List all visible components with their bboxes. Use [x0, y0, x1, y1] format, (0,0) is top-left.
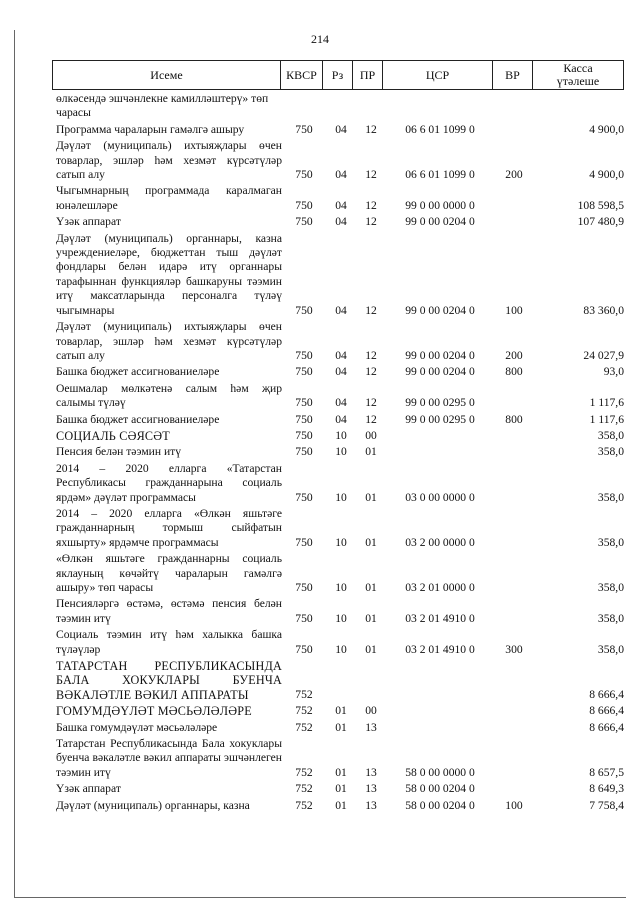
row-vr: 100: [505, 798, 523, 812]
row-vr: 100: [505, 303, 523, 317]
table-row: [56, 184, 624, 213]
row-pr: 12: [365, 215, 377, 229]
row-sum: 358,0: [597, 428, 624, 442]
row-csr: 03 2 01 0000 0: [405, 581, 475, 594]
row-pr: 12: [365, 412, 377, 426]
row-name: Үзәк аппарат: [56, 215, 121, 229]
row-csr: 58 0 00 0000 0: [405, 765, 475, 779]
table-row: [56, 320, 624, 363]
table-body: [56, 92, 624, 813]
row-csr: 03 2 01 4910 0: [405, 611, 475, 625]
row-csr: 99 0 00 0295 0: [405, 412, 475, 426]
row-sum: 24 027,9: [583, 348, 624, 362]
row-kvsr: 750: [295, 365, 313, 379]
row-pr: 01: [365, 445, 377, 459]
row-sum: 7 758,4: [589, 798, 624, 812]
row-rz: 01: [335, 704, 347, 718]
row-sum: 358,0: [597, 611, 624, 625]
row-name: Программа чараларын гамәлгә ашыру: [56, 122, 245, 136]
header-sum-line1: Касса: [563, 61, 593, 75]
row-pr: 12: [365, 168, 377, 182]
row-csr: 99 0 00 0000 0: [405, 198, 475, 212]
row-rz: 10: [335, 581, 347, 594]
row-rz: 01: [335, 782, 347, 796]
row-pr: 13: [365, 782, 377, 796]
table-row: [56, 429, 624, 443]
header-kvsr: КВСР: [281, 61, 323, 89]
row-pr: 01: [365, 535, 377, 549]
row-rz: 10: [335, 611, 347, 625]
row-rz: 04: [335, 412, 347, 426]
row-pr: 00: [365, 428, 377, 442]
header-rz: Рз: [323, 61, 353, 89]
row-rz: 10: [335, 428, 347, 442]
header-csr: ЦСР: [383, 61, 493, 89]
row-kvsr: 750: [295, 122, 313, 136]
table-row: [56, 782, 624, 796]
row-sum: 8 666,4: [589, 720, 624, 734]
row-name: Башка гомумдәүләт мәсьәләләре: [56, 720, 218, 734]
row-sum: 8 649,3: [589, 782, 624, 796]
row-csr: 99 0 00 0295 0: [405, 396, 475, 410]
row-rz: 10: [335, 445, 347, 459]
row-name: Башка бюджет ассигнованиеләре: [56, 365, 220, 379]
row-pr: 12: [365, 122, 377, 136]
row-csr: 03 2 01 4910 0: [405, 642, 475, 656]
row-sum: 358,0: [597, 445, 624, 459]
row-rz: 04: [335, 215, 347, 229]
row-csr: 03 0 00 0000 0: [405, 490, 475, 504]
page-left-border: [14, 30, 15, 898]
header-vr: ВР: [493, 61, 533, 89]
row-kvsr: 750: [295, 581, 313, 594]
row-name: Башка бюджет ассигнованиеләре: [56, 412, 220, 426]
row-vr: 200: [505, 168, 523, 182]
table-row: [56, 721, 624, 735]
table-row: [56, 139, 624, 182]
row-csr: 99 0 00 0204 0: [405, 365, 475, 379]
row-pr: 13: [365, 798, 377, 812]
page-bottom-border: [14, 897, 626, 898]
row-name: Үзәк аппарат: [56, 782, 121, 796]
row-csr: 06 6 01 1099 0: [405, 168, 475, 182]
table-header: [52, 60, 624, 90]
table-row: [56, 628, 624, 657]
row-kvsr: 750: [295, 168, 313, 182]
table-row: [56, 365, 624, 379]
row-kvsr: 750: [295, 303, 313, 317]
row-vr: 200: [505, 348, 523, 362]
row-rz: 10: [335, 490, 347, 504]
page-number: 214: [311, 32, 329, 46]
table-row: [56, 413, 624, 427]
row-sum: 8 666,4: [589, 704, 624, 718]
table-row: [56, 445, 624, 459]
table-row: [56, 552, 624, 595]
row-rz: 04: [335, 365, 347, 379]
row-pr: 01: [365, 490, 377, 504]
row-kvsr: 750: [295, 428, 313, 442]
row-kvsr: 750: [295, 490, 313, 504]
row-vr: 800: [505, 365, 523, 379]
row-rz: 04: [335, 303, 347, 317]
row-name: Дәүләт (муниципаль) органнары, казна учреждениеләре, бюджеттан тыш дәүләт фондлары белән идарә итү органнары тарафыннан функцияләр башкаруны тәэмин итү максатларында персоналга түләү чыгымнары: [56, 231, 282, 317]
row-sum: 4 900,0: [589, 168, 624, 182]
row-name: ТАТАРСТАН РЕСПУБЛИКАСЫНДА БАЛА ХОКУКЛАРЫ БУЕНЧА ВӘКАЛӘТЛЕ ВӘКИЛ АППАРАТЫ: [56, 659, 282, 702]
row-sum: 358,0: [597, 581, 624, 594]
row-csr: 03 2 00 0000 0: [405, 535, 475, 549]
row-kvsr: 752: [295, 765, 313, 779]
table-row: [56, 704, 624, 718]
row-pr: 12: [365, 348, 377, 362]
table-row: [56, 597, 624, 626]
row-csr: 58 0 00 0204 0: [405, 798, 475, 812]
row-kvsr: 750: [295, 535, 313, 549]
row-kvsr: 752: [295, 704, 313, 718]
row-kvsr: 750: [295, 412, 313, 426]
row-kvsr: 752: [295, 687, 313, 701]
row-name: «Өлкән яшьтәге гражданнарны социаль яклауның көчәйтү чараларын гамәлгә ашыру» төп чарасы: [56, 552, 282, 594]
row-sum: 1 117,6: [589, 396, 624, 410]
row-kvsr: 752: [295, 798, 313, 812]
row-rz: 10: [335, 535, 347, 549]
row-pr: 12: [365, 396, 377, 410]
row-vr: 300: [505, 642, 523, 656]
row-name: Чыгымнарның программада каралмаган юнәлешләре: [56, 184, 282, 212]
row-sum: 8 657,5: [589, 765, 624, 779]
row-sum: 108 598,5: [577, 198, 624, 212]
row-kvsr: 752: [295, 720, 313, 734]
row-pr: 01: [365, 611, 377, 625]
row-sum: 1 117,6: [589, 412, 624, 426]
row-rz: 01: [335, 765, 347, 779]
row-pr: 12: [365, 365, 377, 379]
row-pr: 01: [365, 581, 377, 594]
table-row: [56, 462, 624, 505]
row-name: ГОМУМДӘҮЛӘТ МӘСЬӘЛӘЛӘРЕ: [56, 704, 252, 719]
table-row: [56, 382, 624, 411]
header-name: Исеме: [53, 61, 281, 89]
row-kvsr: 750: [295, 396, 313, 410]
table-row: [56, 659, 624, 702]
row-csr: 06 6 01 1099 0: [405, 122, 475, 136]
row-rz: 04: [335, 198, 347, 212]
row-name: Татарстан Республикасында Бала хокуклары буенча вәкаләтле вәкил аппараты эшчәнлеген тәэмин итү: [56, 737, 282, 779]
row-name: 2014 – 2020 елларга «Татарстан Республикасы гражданнарына социаль ярдәм» дәүләт программасы: [56, 461, 282, 504]
row-kvsr: 750: [295, 642, 313, 656]
row-name: Оешмалар мөлкәтенә салым һәм җир салымы түләү: [56, 381, 282, 410]
row-pr: 13: [365, 765, 377, 779]
table-row: [56, 507, 624, 550]
row-sum: 358,0: [597, 535, 624, 549]
header-pr: ПР: [353, 61, 383, 89]
table-row: [56, 123, 624, 137]
row-rz: 04: [335, 348, 347, 362]
row-name: СОЦИАЛЬ СӘЯСӘТ: [56, 428, 170, 443]
row-csr: 99 0 00 0204 0: [405, 348, 475, 362]
row-rz: 10: [335, 642, 347, 656]
row-sum: 4 900,0: [589, 122, 624, 136]
table-row: [56, 215, 624, 229]
row-rz: 04: [335, 396, 347, 410]
table-row: [56, 232, 624, 318]
row-pr: 12: [365, 198, 377, 212]
row-kvsr: 750: [295, 198, 313, 212]
row-name: Дәүләт (муниципаль) ихтыяҗлары өчен товарлар, эшләр һәм хезмәт күрсәтүләр сатып алу: [56, 139, 282, 182]
row-sum: 358,0: [597, 642, 624, 656]
row-name: Пенсияләргә өстәмә, өстәмә пенсия белән тәэмин итү: [56, 597, 282, 625]
table-row: [56, 92, 624, 121]
row-csr: 58 0 00 0204 0: [405, 782, 475, 796]
row-pr: 13: [365, 720, 377, 734]
row-sum: 358,0: [597, 490, 624, 504]
row-pr: 00: [365, 704, 377, 718]
row-sum: 83 360,0: [583, 303, 624, 317]
header-sum: [533, 61, 623, 89]
row-kvsr: 750: [295, 445, 313, 459]
table-row: [56, 799, 624, 813]
row-pr: 12: [365, 303, 377, 317]
row-csr: 99 0 00 0204 0: [405, 215, 475, 229]
row-name: Дәүләт (муниципаль) органнары, казна: [56, 798, 250, 812]
row-name: Пенсия белән тәэмин итү: [56, 445, 182, 459]
row-pr: 01: [365, 642, 377, 656]
row-kvsr: 750: [295, 215, 313, 229]
row-name: Дәүләт (муниципаль) ихтыяҗлары өчен товарлар, эшләр һәм хезмәт күрсәтүләр сатып алу: [56, 320, 282, 362]
row-sum: 8 666,4: [589, 687, 624, 701]
row-rz: 01: [335, 798, 347, 812]
row-kvsr: 752: [295, 782, 313, 796]
row-sum: 107 480,9: [577, 215, 624, 229]
row-rz: 04: [335, 122, 347, 136]
table-row: [56, 737, 624, 780]
row-csr: 99 0 00 0204 0: [405, 303, 475, 317]
row-name: өлкәсендә эшчәнлекне камилләштерү» төп чарасы: [56, 92, 269, 120]
row-rz: 01: [335, 720, 347, 734]
row-name: Социаль тәэмин итү һәм халыкка башка түләүләр: [56, 628, 282, 656]
header-sum-line2: үтәлеше: [556, 74, 600, 88]
row-kvsr: 750: [295, 611, 313, 625]
row-name: 2014 – 2020 елларга «Өлкән яшьтәге гражданнарның тормыш сыйфатын яхшырту» ярдәмче программасы: [56, 506, 282, 549]
row-rz: 04: [335, 168, 347, 182]
row-kvsr: 750: [295, 348, 313, 362]
row-vr: 800: [505, 412, 523, 426]
row-sum: 93,0: [603, 365, 624, 379]
